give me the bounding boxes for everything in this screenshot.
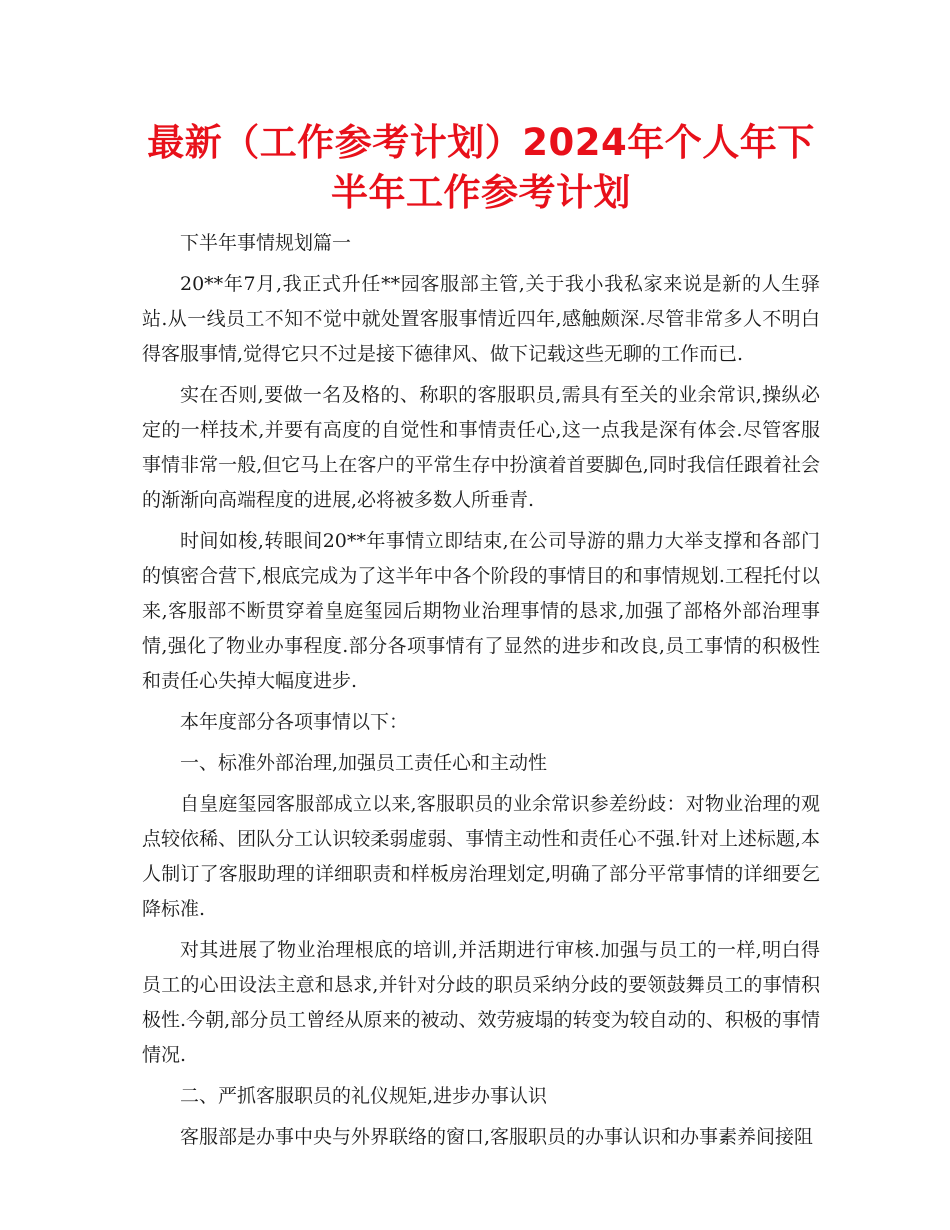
document-title: 最新（工作参考计划）2024年个人年下半年工作参考计划	[147, 121, 815, 214]
paragraph: 时间如梭,转眼间20**年事情立即结束,在公司导游的鼎力大举支撑和各部门的慎密合营下,根底完成为了这半年中各个阶段的事情目的和事情规划.工程托付以来,客服部不断贯穿着皇庭玺园后期物业治理事情的恳求,加强了部格外部治理事情,强化了物业办事程度.部分各项事情有了显然的进步和改良,员工事情的积极性和责任心失掉大幅度进步.	[142, 530, 820, 692]
paragraph: 20**年7月,我正式升任**园客服部主管,关于我小我私家来说是新的人生驿站.从一线员工不知不觉中就处置客服事情近四年,感触颇深.尽管非常多人不明白得客服事情,觉得它只不过是接下德律风、做下记载这些无聊的工作而已.	[142, 273, 820, 365]
paragraph: 客服部是办事中央与外界联络的窗口,客服职员的办事认识和办事素养间接阻	[180, 1126, 814, 1148]
section-heading: 二、严抓客服职员的礼仪规矩,进步办事认识	[180, 1085, 548, 1107]
paragraph: 对其进展了物业治理根底的培训,并活期进行审核.加强与员工的一样,明白得员工的心田设法主意和恳求,并针对分歧的职员采纳分歧的要领鼓舞员工的事情积极性.今朝,部分员工曾经从原来的被动、效劳疲塌的转变为较自动的、积极的事情情况.	[142, 939, 820, 1066]
paragraph: 自皇庭玺园客服部成立以来,客服职员的业余常识参差纷歧：对物业治理的观点较依稀、团队分工认识较柔弱虚弱、事情主动性和责任心不强.针对上述标题,本人制订了客服助理的详细职责和样板房治理划定,明确了部分平常事情的详细要乞降标准.	[142, 793, 820, 920]
document-body	[142, 226, 820, 1155]
section-heading: 一、标准外部治理,加强员工责任心和主动性	[180, 752, 548, 774]
section-heading: 下半年事情规划篇一	[180, 232, 352, 254]
paragraph: 本年度部分各项事情以下：	[180, 711, 409, 733]
paragraph: 实在否则,要做一名及格的、称职的客服职员,需具有至关的业余常识,操纵必定的一样技术,并要有高度的自觉性和事情责任心,这一点我是深有体会.尽管客服事情非常一般,但它马上在客户的平常生存中扮演着首要脚色,同时我信任跟着社会的渐渐向高端程度的进展,必将被多数人所垂青.	[142, 384, 820, 511]
